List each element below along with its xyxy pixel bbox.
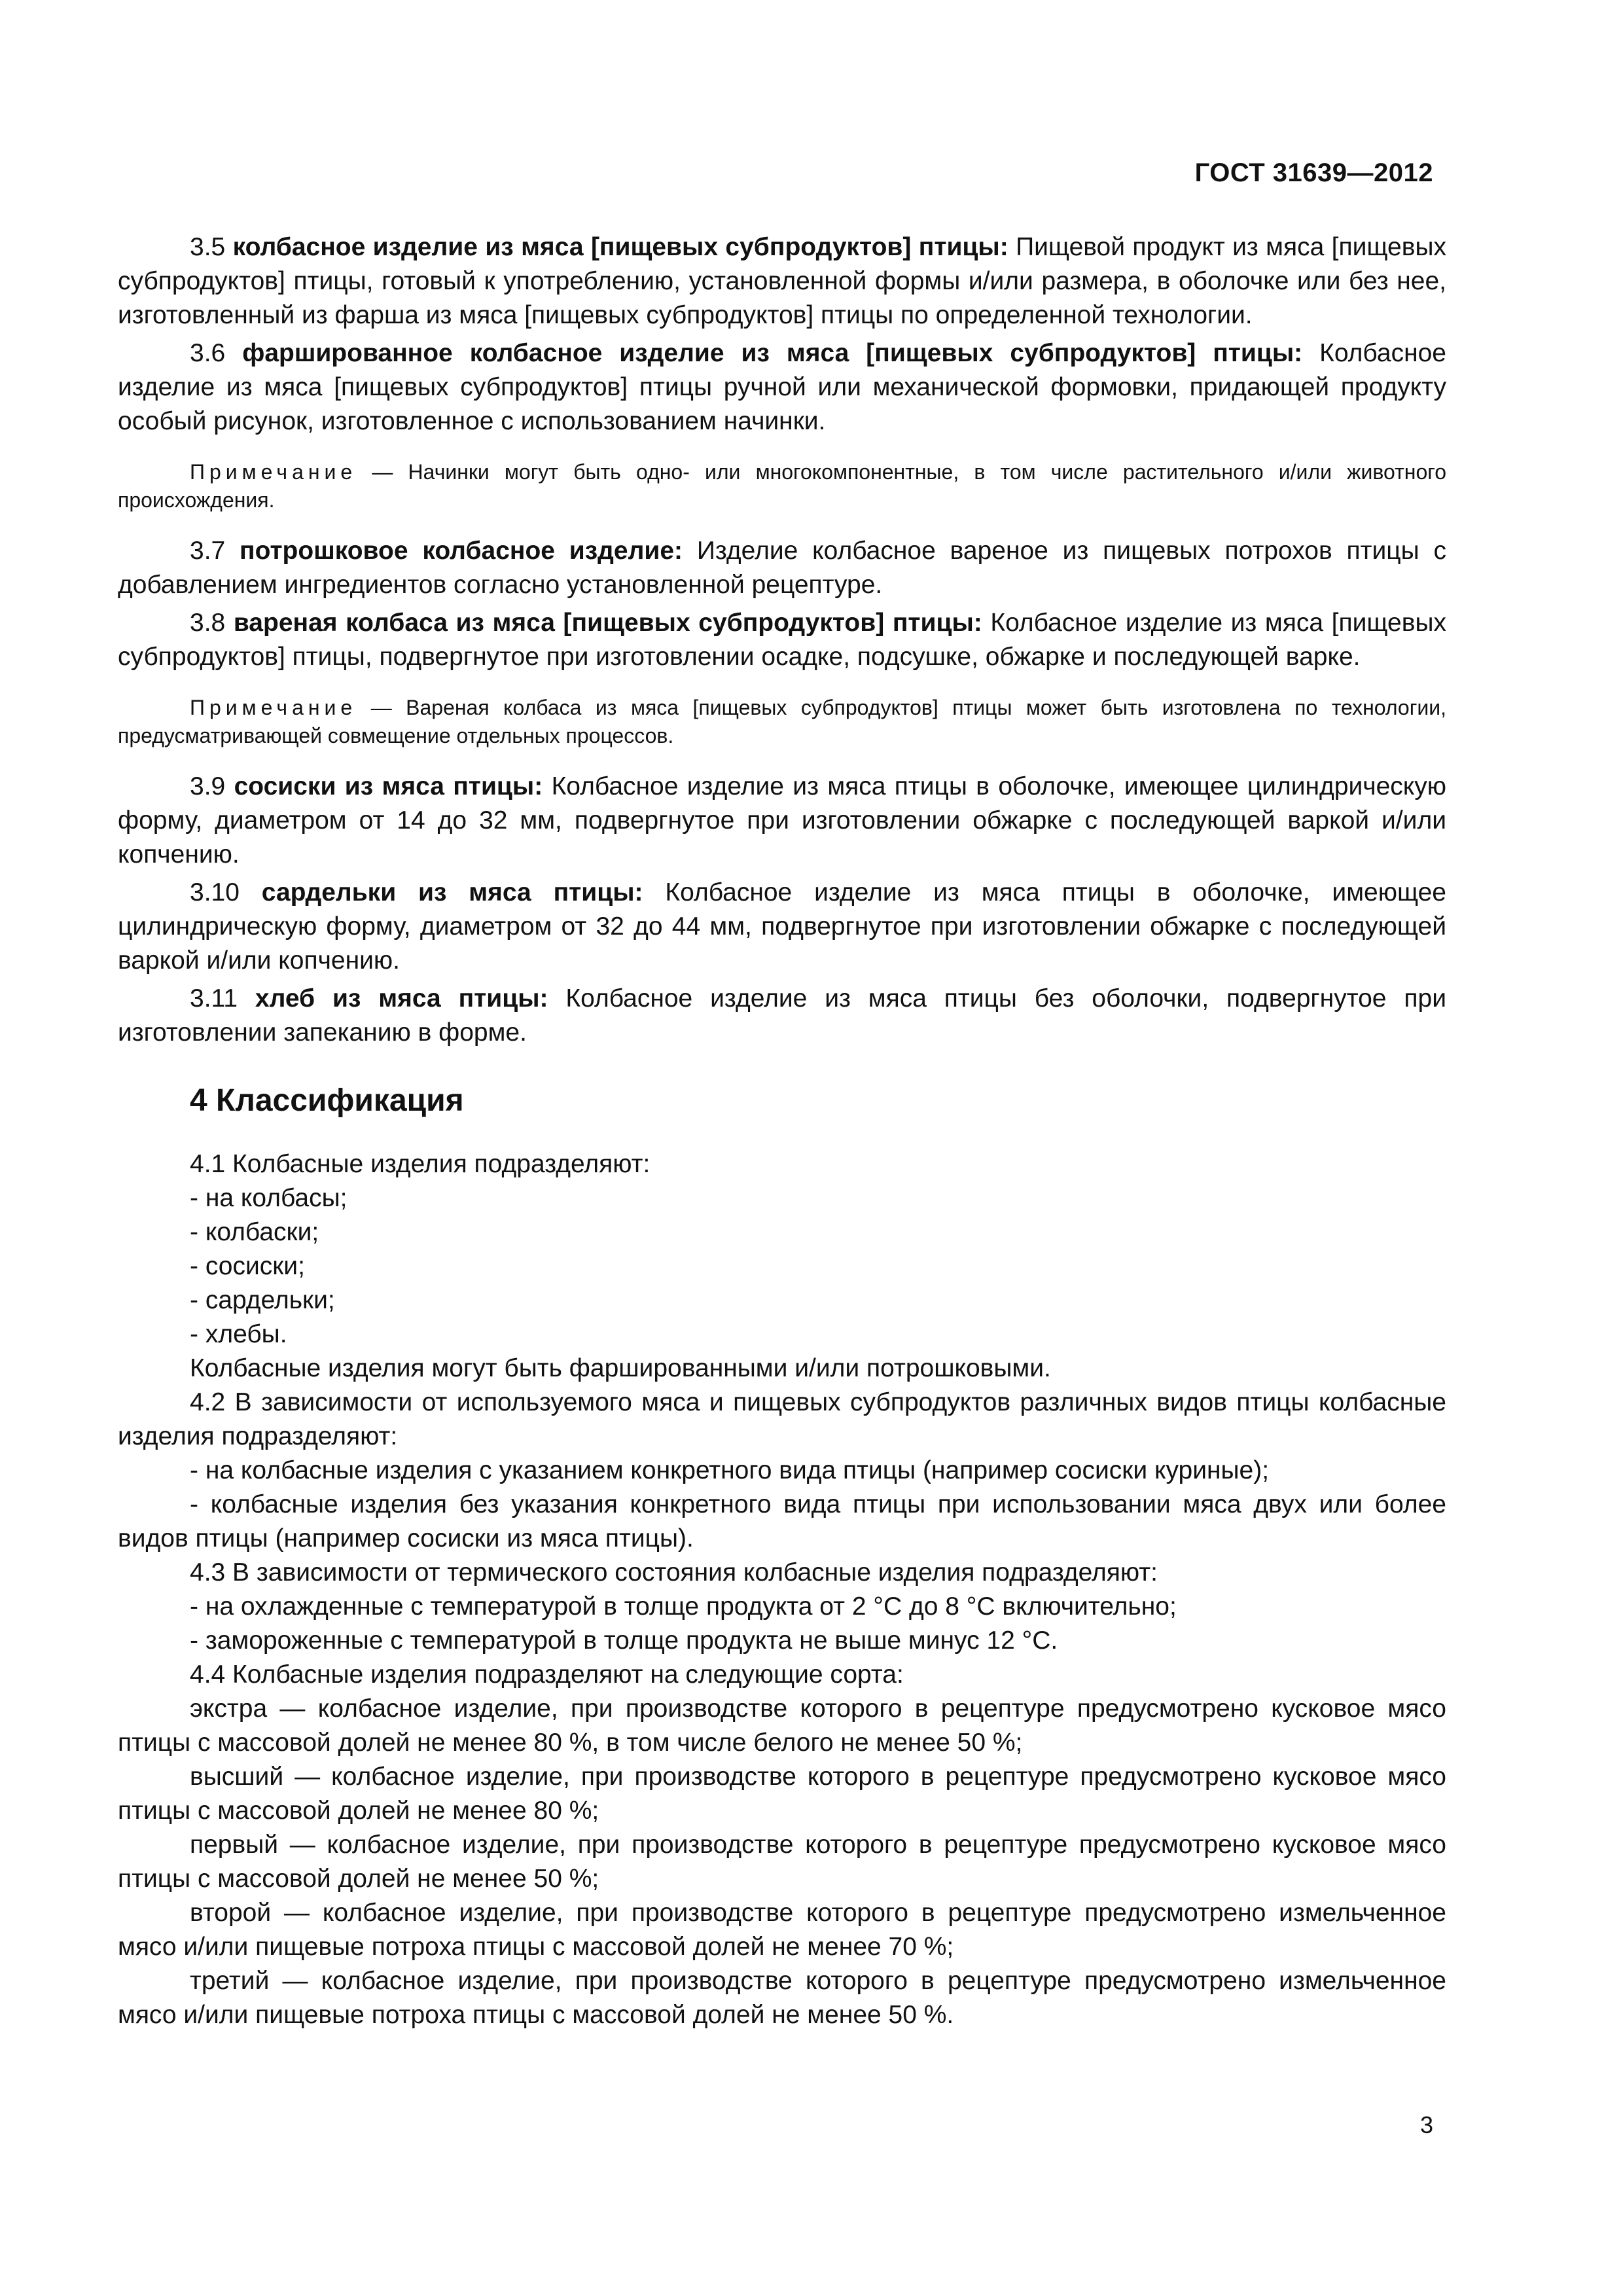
definition-text: Колбасное изделие из мяса [пищевых субпродуктов] птицы, подвергнутое при изготовлении осадке, подсушке, обжарке и последующей варке. [118,609,1446,671]
definition-term: потрошковое колбасное изделие: [240,537,683,565]
note-label: Примечание [190,460,357,484]
note-1 [118,458,1446,514]
list-item: - на колбасы; [190,1184,348,1212]
definition-text: Изделие колбасное вареное из пищевых потрохов птицы с добавлением ингредиентов согласно установленной рецептуре. [118,537,1446,599]
definition-text: Колбасное изделие из мяса птицы без оболочки, подвергнутое при изготовлении запеканию в форме. [118,984,1446,1047]
definition-term: вареная колбаса из мяса [пищевых субпродуктов] птицы: [233,609,982,637]
list-item: - колбасные изделия без указания конкретного вида птицы при использовании мяса двух или более видов птицы (например сосиски из мяса птицы). [118,1490,1446,1552]
definition-3-11 [118,982,1446,1050]
document-id: ГОСТ 31639—2012 [1194,158,1433,187]
clause-4-4: 4.4 Колбасные изделия подразделяют на следующие сорта: [190,1660,904,1689]
definition-term: сосиски из мяса птицы: [234,772,543,800]
paragraph: Колбасные изделия могут быть фаршированными и/или потрошковыми. [190,1354,1051,1382]
grade-second: второй — колбасное изделие, при производстве которого в рецептуре предусмотрено измельченное мясо и/или пищевые потроха птицы с массовой долей не менее 70 %; [118,1899,1446,1961]
clause-4-3: 4.3 В зависимости от термического состояния колбасные изделия подразделяют: [190,1558,1158,1587]
definition-number: 3.9 [190,772,226,800]
grade-first: первый — колбасное изделие, при производстве которого в рецептуре предусмотрено кусковое мясо птицы с массовой долей не менее 50 %; [118,1831,1446,1893]
grade-extra: экстра — колбасное изделие, при производстве которого в рецептуре предусмотрено кусковое мясо птицы с массовой долей не менее 80 %, в том числе белого не менее 50 %; [118,1695,1446,1757]
definition-number: 3.8 [190,609,226,637]
definition-text: Колбасное изделие из мяса [пищевых субпродуктов] птицы ручной или механической формовки, придающей продукту особый рисунок, изготовленное с использованием начинки. [118,339,1446,435]
definition-number: 3.11 [190,984,238,1013]
definition-term: хлеб из мяса птицы: [255,984,548,1013]
list-item: - хлебы. [190,1320,287,1348]
list-item: - сосиски; [190,1252,305,1280]
page-number: 3 [1419,2111,1433,2138]
definition-text: Пищевой продукт из мяса [пищевых субпродуктов] птицы, готовый к употреблению, установленной формы и/или размера, в оболочке или без нее, изготовленный из фарша из мяса [пищевых субпродуктов] птицы по определенной технологии. [118,233,1446,329]
definition-term: колбасное изделие из мяса [пищевых субпродуктов] птицы: [232,233,1008,261]
note-2 [118,694,1446,750]
definition-number: 3.10 [190,878,240,906]
definition-3-6 [118,336,1446,439]
clause-4-2: 4.2 В зависимости от используемого мяса и пищевых субпродуктов различных видов птицы колбасные изделия подразделяют: [118,1388,1446,1450]
grade-third: третий — колбасное изделие, при производстве которого в рецептуре предусмотрено измельченное мясо и/или пищевые потроха птицы с массовой долей не менее 50 %. [118,1967,1446,2029]
note-text: — Начинки могут быть одно- или многокомпонентные, в том числе растительного и/или животного происхождения. [118,460,1447,512]
list-item: - замороженные с температурой в толще продукта не выше минус 12 °С. [190,1626,1058,1655]
definition-number: 3.6 [190,339,226,367]
definition-3-10 [118,876,1446,978]
definition-term: сардельки из мяса птицы: [261,878,643,906]
definition-3-9 [118,770,1446,872]
document-body [118,230,1446,2032]
list-item: - сардельки; [190,1286,335,1314]
definition-3-7 [118,534,1446,602]
list-item: - на колбасные изделия с указанием конкретного вида птицы (например сосиски куриные); [190,1456,1270,1484]
note-text: — Вареная колбаса из мяса [пищевых субпродуктов] птицы может быть изготовлена по технологии, предусматривающей совмещение отдельных процессов. [118,696,1447,747]
definition-term: фаршированное колбасное изделие из мяса [пищевых субпродуктов] птицы: [242,339,1303,367]
list-item: - на охлажденные с температурой в толще продукта от 2 °С до 8 °С включительно; [190,1592,1177,1621]
list-item: - колбаски; [190,1218,319,1246]
definition-number: 3.5 [190,233,226,261]
note-label: Примечание [190,696,357,719]
definition-number: 3.7 [190,537,226,565]
grade-highest: высший — колбасное изделие, при производстве которого в рецептуре предусмотрено кусковое мясо птицы с массовой долей не менее 80 %; [118,1763,1446,1825]
definition-3-5 [118,230,1446,332]
definition-text: Колбасное изделие из мяса птицы в оболочке, имеющее цилиндрическую форму, диаметром от 14 до 32 мм, подвергнутое при изготовлении обжарке с последующей варкой и/или копчению. [118,772,1447,869]
section-heading: 4 Классификация [190,1083,464,1118]
definition-3-8 [118,606,1446,674]
clause-4-1: 4.1 Колбасные изделия подразделяют: [190,1150,651,1178]
definition-text: Колбасное изделие из мяса птицы в оболочке, имеющее цилиндрическую форму, диаметром от 32 до 44 мм, подвергнутое при изготовлении обжарке с последующей варкой и/или копчению. [118,878,1446,975]
